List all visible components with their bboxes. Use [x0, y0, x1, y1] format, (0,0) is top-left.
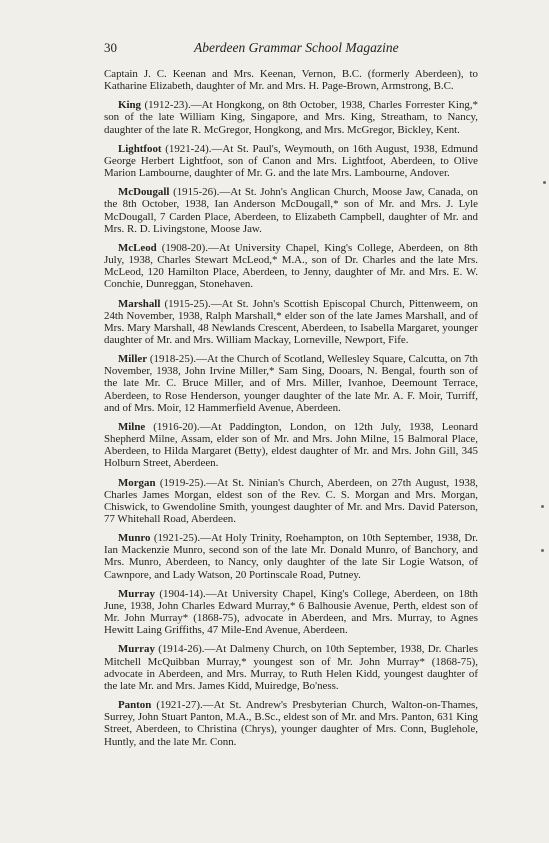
announcement-entry [104, 242, 478, 291]
entry-text: —At the Church of Scotland, Wellesley Square, Calcutta, on 7th November, 1938, John Irvine Miller,* Sam Sing, Dooars, N. Bengal, fourth son of the late Mr. C. Bruce Miller, and of Mrs. Miller, Ivanhoe, Deemount Terrace, Aberdeen, to Rose Henderson, younger daughter of the late Mr. A. F. Moir, Turriff, and of Mrs. Moir, 12 Hammerfield Avenue, Aberdeen. [104, 353, 479, 414]
running-title: Aberdeen Grammar School Magazine [194, 40, 399, 55]
entry-text: —At St. Ninian's Church, Aberdeen, on 27th August, 1938, Charles James Morgan, eldest son of the Rev. C. S. Morgan and Mrs. Morgan, Chiswick, to Gwendoline Smith, youngest daughter of Mr. and Mrs. David Paterson, 77 Whitehall Road, Aberdeen. [104, 476, 478, 525]
entry-text: —At Dalmeny Church, on 10th September, 1938, Dr. Charles Mitchell McQuibban Murray,* youngest son of Mr. John Murray* (1868-75), advocate in Aberdeen, and Mrs. Murray, to Ruth Helen Kidd, youngest daughter of the late Mr. and Mrs. James Kidd, Muiredge, Bo'ness. [104, 643, 478, 692]
entry-surname: Panton [118, 699, 152, 712]
announcement-entry [104, 588, 478, 637]
announcement-entry: Captain J. C. Keenan and Mrs. Keenan, Vernon, B.C. (formerly Aberdeen), to Katharine Elizabeth, daughter of Mr. and Mrs. H. Page-Brown, Armstrong, B.C. [104, 68, 478, 93]
entry-surname: Murray [118, 643, 155, 656]
announcement-entry [104, 643, 478, 692]
entry-surname: McLeod [118, 241, 157, 254]
entry-years: (1921-27). [151, 699, 203, 712]
entry-surname: McDougall [118, 186, 170, 199]
entry-text: —At St. John's Scottish Episcopal Church, Pittenweem, on 24th November, 1938, Ralph Marshall,* elder son of the late James Marshall, and of Mrs. Mary Marshall, 48 Newlands Crescent, Aberdeen, to Isabella Margaret, younger daughter of Mr. and Mrs. William Mackay, Lorneville, Newport, Fife. [104, 297, 478, 346]
entry-text: —At St. John's Anglican Church, Moose Jaw, Canada, on the 8th October, 1938, Ian Anderson McDougall,* son of Mr. and Mrs. J. Lyle McDougall, 7 Carden Place, Aberdeen, to Elizabeth Campbell, daughter of Mr. and Mrs. R. D. Livingstone, Moose Jaw. [104, 186, 478, 235]
entry-text: —At Paddington, London, on 12th July, 1938, Leonard Shepherd Milne, Assam, elder son of Mr. and Mrs. John Milne, 15 Balmoral Place, Aberdeen, to Hilda Margaret (Betty), eldest daughter of Mr. and Mrs. John Gill, 345 Holburn Street, Aberdeen. [104, 420, 478, 470]
entry-text: —At University Chapel, King's College, Aberdeen, on 18th June, 1938, John Charles Edward Murray,* 6 Balhousie Avenue, Perth, eldest son of Mr. John Murray* (1868-75), advocate in Aberdeen, and Mrs. Murray, to Agnes Hewitt Laing Griffiths, 47 Mile-End Avenue, Aberdeen. [104, 587, 479, 637]
marriage-announcements [104, 68, 478, 748]
entry-years: (1914-26). [154, 643, 205, 656]
paper-speck [543, 181, 546, 184]
entry-years: (1921-24). [161, 142, 212, 155]
entry-surname: Miller [118, 353, 148, 366]
page-header [104, 40, 478, 64]
entry-surname: Munro [118, 532, 151, 545]
announcement-entry [104, 532, 478, 581]
announcement-entry [104, 298, 478, 347]
entry-text: —At St. Paul's, Weymouth, on 16th August, 1938, Edmund George Herbert Lightfoot, son of Canon and Mrs. Lightfoot, Aberdeen, to Olive Marion Lambourne, daughter of Mr. G. and the late Mrs. Lambourne, Andover. [104, 142, 479, 180]
entry-surname: Morgan [118, 476, 156, 489]
entry-surname: Lightfoot [118, 142, 162, 155]
announcement-entry [104, 477, 478, 526]
entry-years: (1921-25). [150, 532, 201, 545]
entry-years: (1912-23). [141, 99, 191, 112]
entry-years: (1915-25). [160, 297, 211, 310]
entry-surname: Marshall [118, 297, 161, 310]
entry-text: —At Hongkong, on 8th October, 1938, Charles Forrester King,* son of the late William King, Singapore, and Mrs. King, Streatham, to Nancy, daughter of the late R. McGregor, Hongkong, and Mrs. McGregor, Bickley, Kent. [104, 99, 478, 136]
entry-years: (1908-20). [156, 241, 208, 254]
entry-years: (1915-26). [169, 186, 220, 199]
entry-years: (1919-25). [155, 476, 207, 489]
entry-text: —At University Chapel, King's College, Aberdeen, on 8th July, 1938, Charles Stewart McLeod,* M.A., son of Dr. Charles and the late Mrs. McLeod, 120 Hamilton Place, Aberdeen, to Jenny, daughter of Mr. and Mrs. E. W. Conchie, Dunreggan, Stonehaven. [104, 241, 478, 291]
entry-surname: Murray [118, 587, 155, 600]
page-number: 30 [104, 40, 117, 55]
entry-surname: Milne [118, 420, 146, 433]
announcement-entry [104, 699, 478, 748]
entry-years: (1904-14). [154, 587, 206, 600]
entry-text: —At St. Andrew's Presbyterian Church, Walton-on-Thames, Surrey, John Stuart Panton, M.A., B.Sc., eldest son of Mr. and Mrs. Panton, 631 King Street, Aberdeen, to Christina (Chrys), younger daughter of Mrs. Conn, Buglehole, Huntly, and the late Mr. Conn. [104, 699, 478, 748]
paper-speck [541, 549, 544, 552]
announcement-entry [104, 99, 478, 135]
entry-text: —At Holy Trinity, Roehampton, on 10th September, 1938, Dr. Ian Mackenzie Munro, second son of the late Mr. Donald Munro, of Banchory, and Mrs. Munro, Aberdeen, to Nancy, only daughter of the late Sir Logie Watson, of Cawnpore, and Lady Watson, 20 Portinscale Road, Putney. [104, 532, 478, 581]
announcement-entry [104, 421, 478, 470]
announcement-entry [104, 186, 478, 235]
entry-years: (1916-20). [145, 420, 200, 433]
entry-surname: King [118, 99, 141, 112]
entry-years: (1918-25). [147, 353, 197, 366]
paper-speck [541, 505, 544, 508]
announcement-entry [104, 353, 478, 414]
announcement-entry [104, 143, 478, 179]
